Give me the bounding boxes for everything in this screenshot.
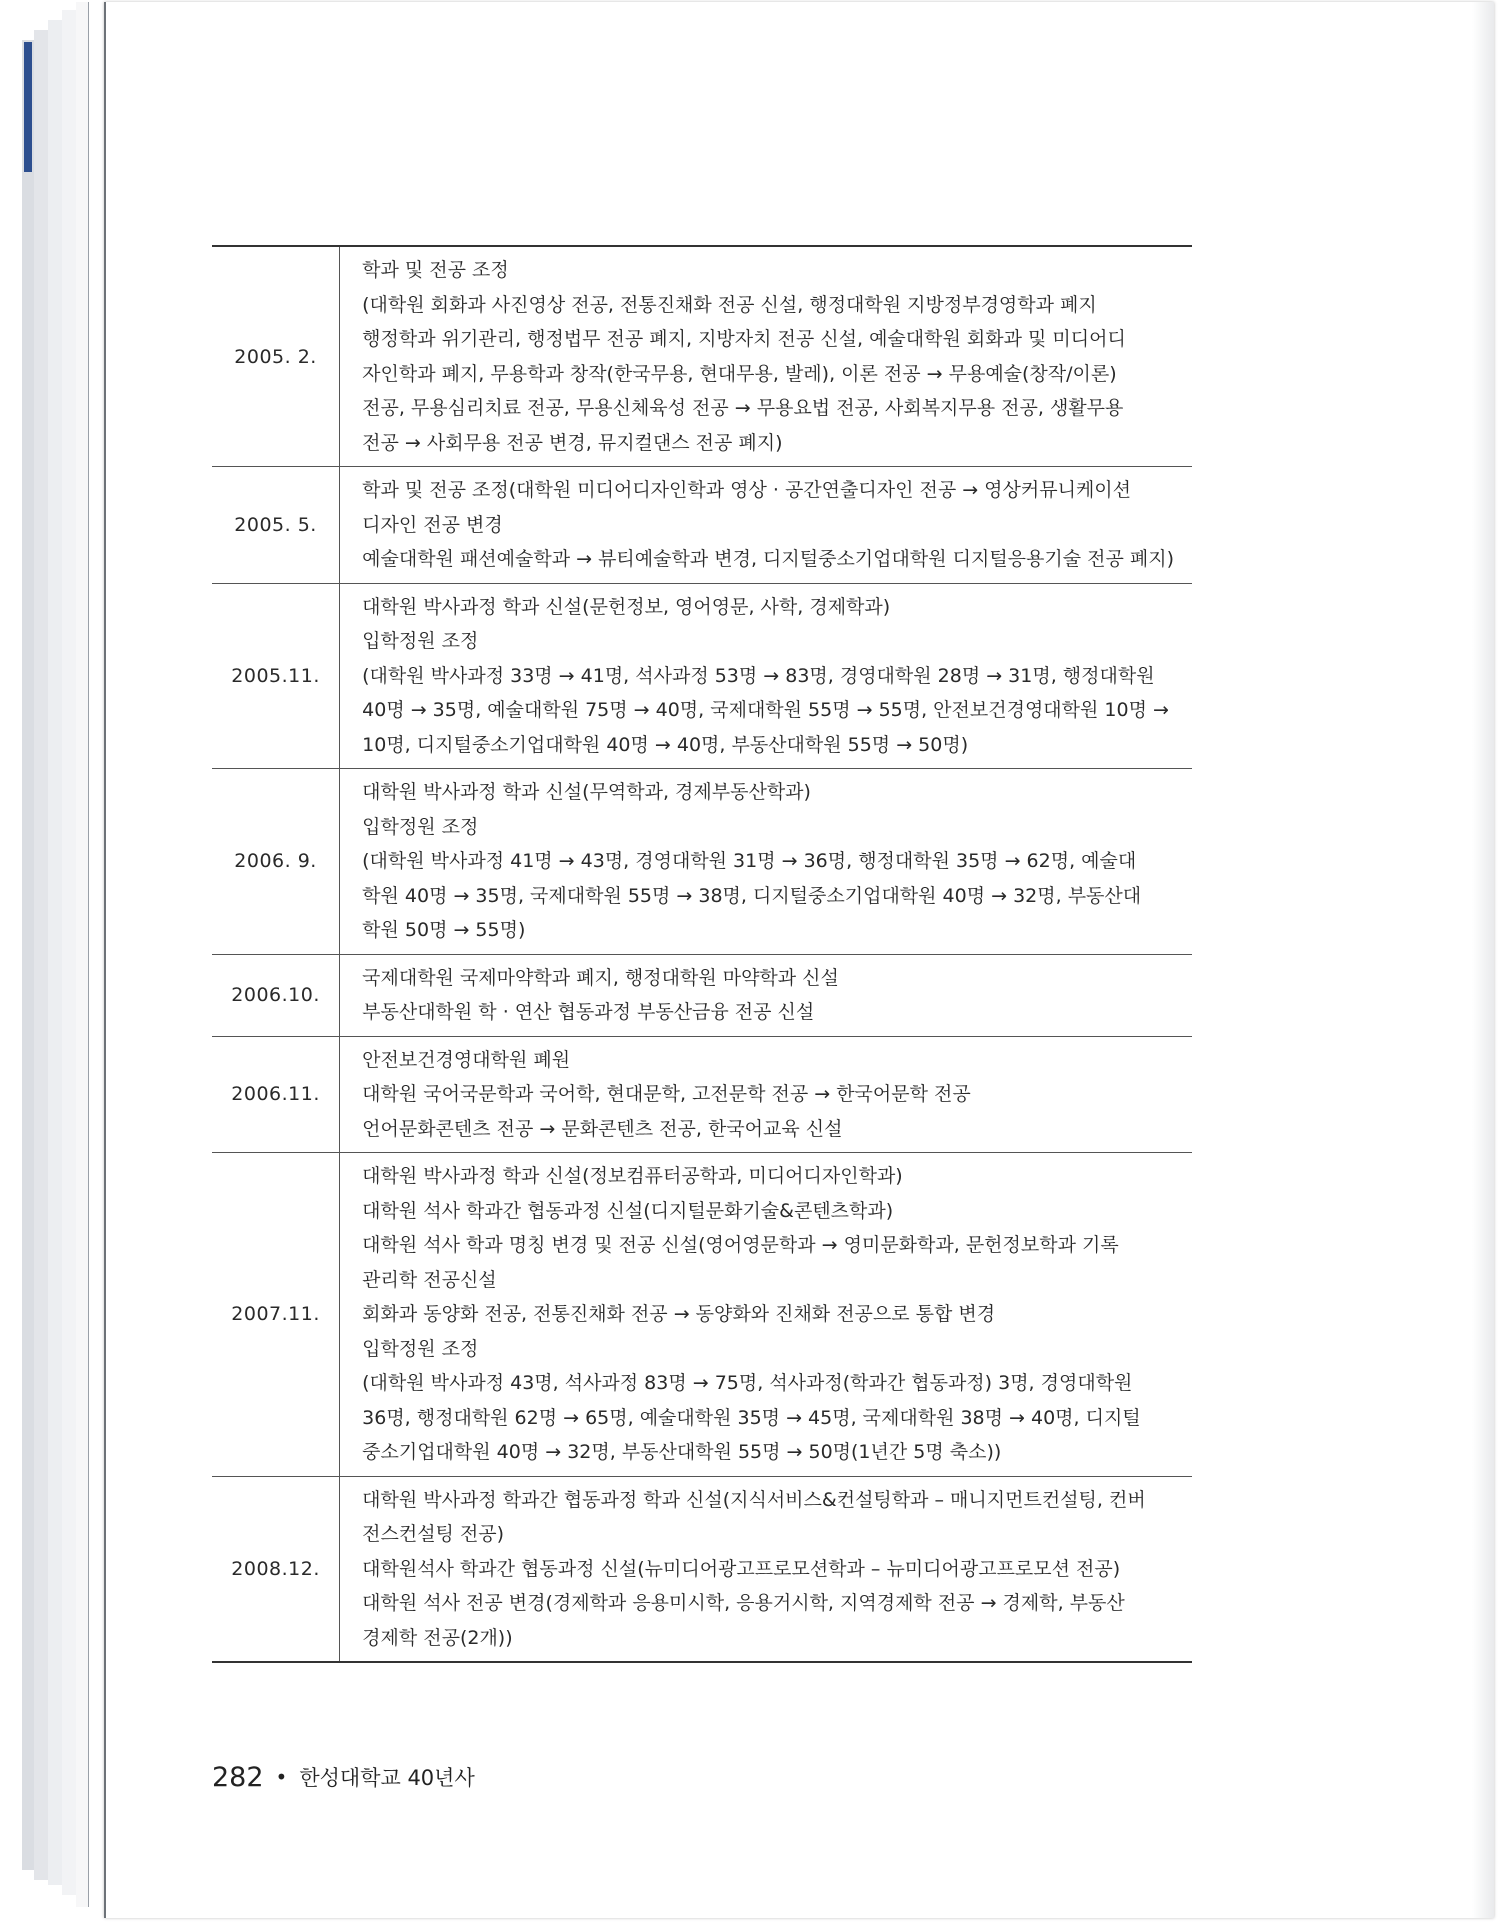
description-line: 36명, 행정대학원 62명 → 65명, 예술대학원 35명 → 45명, 국제대학원 38명 → 40명, 디지털 (362, 1406, 1141, 1429)
description-line: 안전보건경영대학원 폐원 (362, 1048, 571, 1071)
description-line: 경제학 전공(2개)) (362, 1626, 513, 1649)
description-line: 대학원 박사과정 학과 신설(무역학과, 경제부동산학과) (362, 781, 811, 803)
page-edge (76, 2, 89, 1907)
table-row (212, 467, 1192, 584)
description-line: 예술대학원 패션예술학과 → 뷰티예술학과 변경, 디지털중소기업대학원 디지털응용기술 전공 폐지) (362, 548, 1174, 570)
description-line: 디자인 전공 변경 (362, 513, 503, 536)
row-date: 2006.10. (212, 954, 340, 1036)
description-line: (대학원 박사과정 33명 → 41명, 석사과정 53명 → 83명, 경영대학원 28명 → 31명, 행정대학원 (362, 664, 1155, 687)
page-edge (34, 30, 49, 1880)
description-line: 자인학과 폐지, 무용학과 창작(한국무용, 현대무용, 발레), 이론 전공 → 무용예술(창작/이론) (362, 362, 1117, 385)
row-date: 2006.11. (212, 1036, 340, 1153)
description-line: 입학정원 조정 (362, 815, 479, 838)
table-row (212, 246, 1192, 467)
description-line: 대학원 박사과정 학과 신설(문헌정보, 영어영문, 사학, 경제학과) (362, 595, 891, 618)
row-description (340, 583, 1192, 769)
description-line: 학과 및 전공 조정(대학원 미디어디자인학과 영상 · 공간연출디자인 전공 → 영상커뮤니케이션 (362, 479, 1132, 501)
description-line: (대학원 박사과정 43명, 석사과정 83명 → 75명, 석사과정(학과간 협동과정) 3명, 경영대학원 (362, 1372, 1133, 1394)
description-line: 대학원 석사 학과 명칭 변경 및 전공 신설(영어영문학과 → 영미문화학과, 문헌정보학과 기록 (362, 1234, 1119, 1256)
description-line: 학원 50명 → 55명) (362, 919, 526, 941)
page-number: 282 (212, 1761, 264, 1793)
description-line: 전공, 무용심리치료 전공, 무용신체육성 전공 → 무용요법 전공, 사회복지무용 전공, 생활무용 (362, 397, 1124, 419)
page-fold-shadow (1472, 2, 1494, 1918)
description-line: 입학정원 조정 (362, 1337, 479, 1360)
row-description (340, 1036, 1192, 1153)
description-line: 전스컨설팅 전공) (362, 1523, 505, 1545)
description-line: 국제대학원 국제마약학과 폐지, 행정대학원 마약학과 신설 (362, 966, 839, 989)
row-description (340, 954, 1192, 1036)
description-line: (대학원 회화과 사진영상 전공, 전통진채화 전공 신설, 행정대학원 지방정부경영학과 폐지 (362, 293, 1097, 316)
description-line: 대학원 박사과정 학과간 협동과정 학과 신설(지식서비스&컨설팅학과 – 매니지먼트컨설팅, 컨버 (362, 1488, 1146, 1511)
table-row (212, 583, 1192, 769)
row-description (340, 467, 1192, 584)
description-line: (대학원 박사과정 41명 → 43명, 경영대학원 31명 → 36명, 행정대학원 35명 → 62명, 예술대 (362, 850, 1137, 872)
bookmark-ribbon (24, 42, 32, 172)
description-line: 전공 → 사회무용 전공 변경, 뮤지컬댄스 전공 폐지) (362, 431, 783, 454)
row-description (340, 1476, 1192, 1662)
description-line: 대학원 석사 전공 변경(경제학과 응용미시학, 응용거시학, 지역경제학 전공 → 경제학, 부동산 (362, 1592, 1125, 1614)
table-row (212, 1476, 1192, 1662)
row-date: 2005.11. (212, 583, 340, 769)
description-line: 행정학과 위기관리, 행정법무 전공 폐지, 지방자치 전공 신설, 예술대학원 회화과 및 미디어디 (362, 328, 1126, 350)
row-description (340, 246, 1192, 467)
table-row (212, 1153, 1192, 1477)
row-description (340, 1153, 1192, 1477)
page-edge (62, 10, 77, 1895)
history-timeline-table (212, 245, 1192, 1663)
page-footer (212, 1760, 475, 1794)
row-date: 2006. 9. (212, 769, 340, 955)
description-line: 학과 및 전공 조정 (362, 259, 509, 281)
description-line: 회화과 동양화 전공, 전통진채화 전공 → 동양화와 진채화 전공으로 통합 변경 (362, 1303, 996, 1325)
row-date: 2008.12. (212, 1476, 340, 1662)
description-line: 언어문화콘텐츠 전공 → 문화콘텐츠 전공, 한국어교육 신설 (362, 1117, 843, 1140)
description-line: 대학원 석사 학과간 협동과정 신설(디지털문화기술&콘텐츠학과) (362, 1199, 894, 1222)
description-line: 중소기업대학원 40명 → 32명, 부동산대학원 55명 → 50명(1년간 5명 축소)) (362, 1441, 1002, 1463)
row-description (340, 769, 1192, 955)
description-line: 40명 → 35명, 예술대학원 75명 → 40명, 국제대학원 55명 → 55명, 안전보건경영대학원 10명 → (362, 699, 1169, 721)
book-title: 한성대학교 40년사 (299, 1766, 475, 1790)
table-row (212, 769, 1192, 955)
page-edge (48, 20, 63, 1885)
description-line: 학원 40명 → 35명, 국제대학원 55명 → 38명, 디지털중소기업대학원 40명 → 32명, 부동산대 (362, 884, 1142, 907)
row-date: 2005. 2. (212, 246, 340, 467)
table-row (212, 954, 1192, 1036)
row-date: 2007.11. (212, 1153, 340, 1477)
footer-bullet: • (275, 1765, 288, 1789)
description-line: 10명, 디지털중소기업대학원 40명 → 40명, 부동산대학원 55명 → 50명) (362, 733, 969, 756)
description-line: 대학원 박사과정 학과 신설(정보컴퓨터공학과, 미디어디자인학과) (362, 1165, 903, 1187)
row-date: 2005. 5. (212, 467, 340, 584)
description-line: 대학원석사 학과간 협동과정 신설(뉴미디어광고프로모션학과 – 뉴미디어광고프로모션 전공) (362, 1557, 1121, 1580)
table-row (212, 1036, 1192, 1153)
description-line: 부동산대학원 학 · 연산 협동과정 부동산금융 전공 신설 (362, 1001, 815, 1023)
description-line: 관리학 전공신설 (362, 1268, 497, 1291)
description-line: 입학정원 조정 (362, 630, 479, 652)
timeline-body (212, 246, 1192, 1662)
description-line: 대학원 국어국문학과 국어학, 현대문학, 고전문학 전공 → 한국어문학 전공 (362, 1083, 971, 1105)
